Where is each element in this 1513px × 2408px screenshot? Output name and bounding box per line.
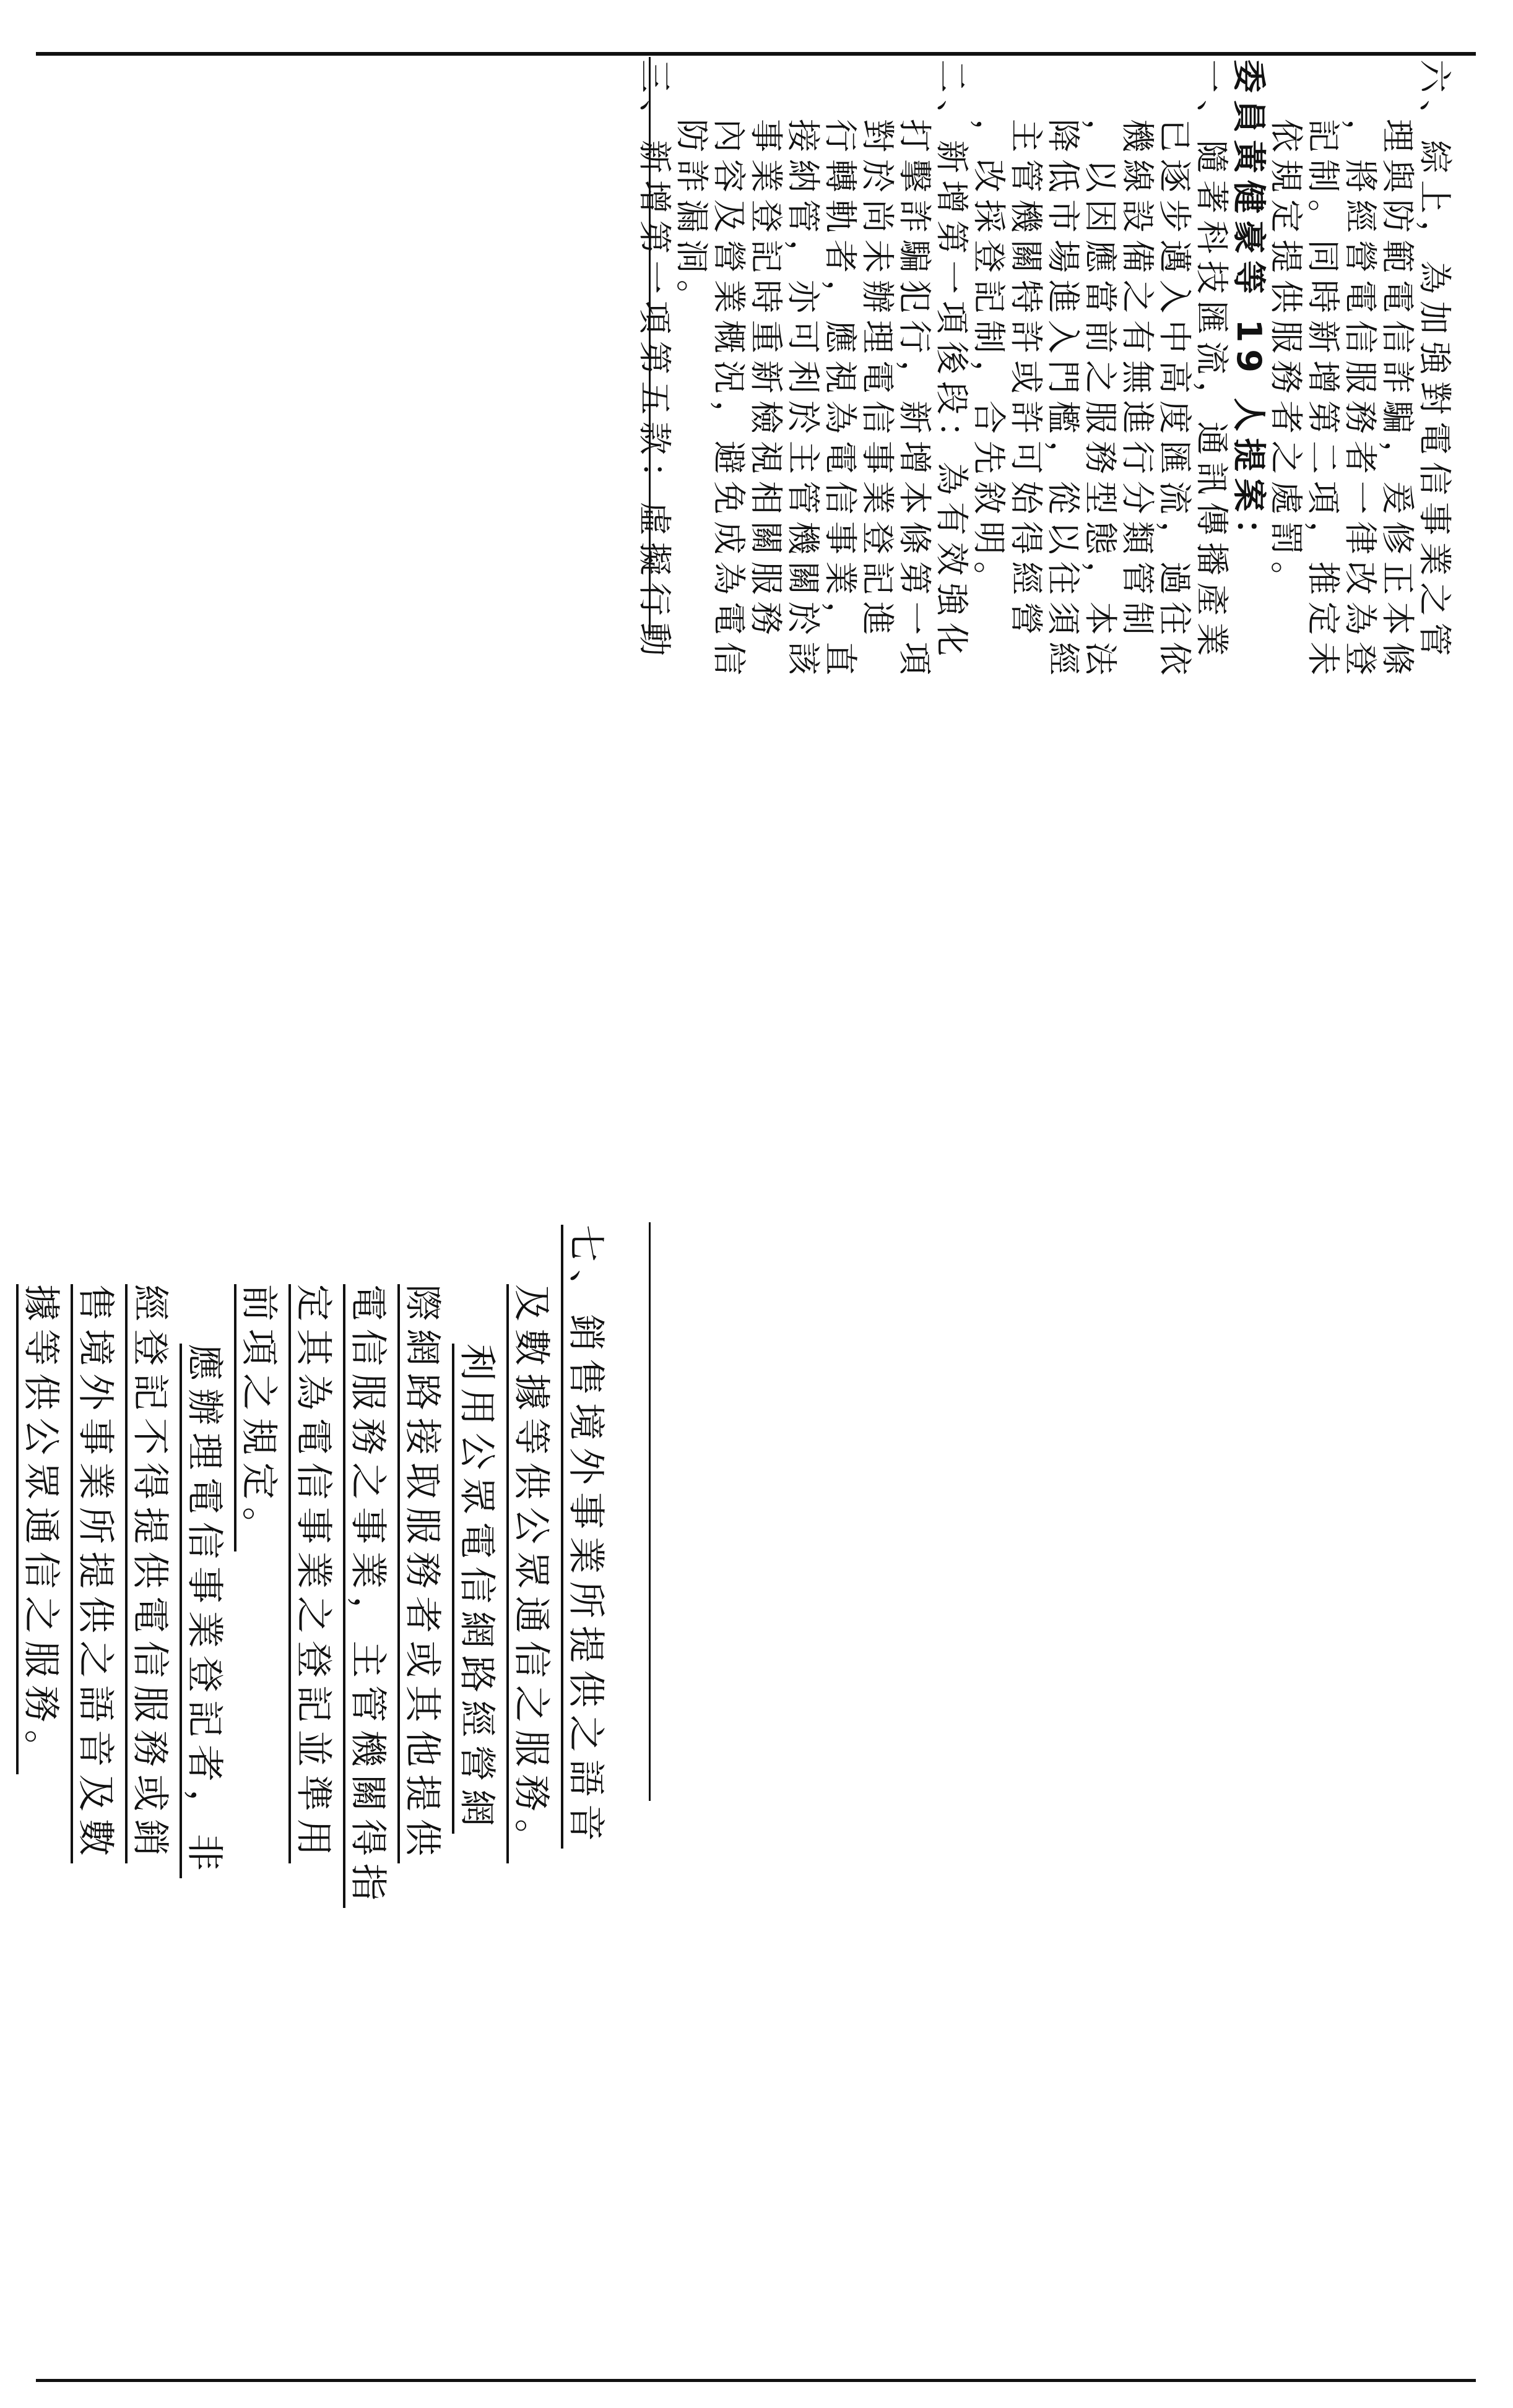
top-rule: [36, 52, 1476, 56]
top-right-line: [1230, 59, 1267, 636]
top-right-line-text: 行轉軌者，應視為電信事業，直: [821, 119, 860, 682]
top-right-line-text: 防詐漏洞。: [672, 119, 711, 320]
middle-left-line: [558, 1225, 613, 1849]
bottom-rule: [36, 2379, 1476, 2382]
column-divider-2: [649, 1222, 651, 1801]
top-right-line: [784, 59, 823, 682]
top-right-line-text: 理與防範電信詐騙，爰修正本條: [1378, 119, 1417, 682]
top-right-line-text: 記制。同時新增第二項，推定未: [1304, 119, 1343, 682]
top-right-line-text: 機線設備之有無進行分類管制: [1118, 119, 1157, 642]
top-right-rotated-content: [635, 57, 1476, 682]
middle-left-rotated-content: [0, 1222, 649, 1908]
top-right-line: [1155, 59, 1194, 682]
top-right-line: [895, 59, 934, 682]
middle-left-line-text: 電信服務之事業，主管機關得指: [346, 1284, 389, 1908]
middle-left-line-text: 七、銷售境外事業所提供之語音: [564, 1225, 607, 1849]
top-right-line-text: 委員黃健豪等 19 人提案：: [1229, 59, 1268, 559]
top-right-line: [1304, 59, 1343, 682]
top-right-line-text: 六、綜上，為加強對電信事業之管: [1415, 59, 1454, 663]
middle-left-line: [504, 1225, 558, 1863]
middle-left-line-text: 際網路接取服務者或其他提供: [401, 1284, 444, 1863]
middle-left-line: [395, 1225, 449, 1863]
top-right-text-block: [635, 57, 1476, 682]
middle-left-line-text: 利用公眾電信網路經營網: [455, 1344, 498, 1834]
top-right-line-text: 打擊詐騙犯行，新增本條第一項: [895, 119, 934, 682]
top-right-line: [635, 59, 674, 663]
top-right-line: [1044, 59, 1083, 682]
top-right-line: [970, 59, 1007, 636]
top-right-line-text: 內容及營業概況，避免成為電信: [709, 119, 748, 682]
middle-left-line-text: 應辦理電信事業登記者，非: [183, 1344, 226, 1878]
top-right-line: [1378, 59, 1417, 682]
middle-left-line-text: 定其為電信事業之登記並準用: [292, 1284, 335, 1863]
middle-left-line: [232, 1225, 286, 1801]
top-right-line-text: ，以因應當前之服務型態，本法: [1081, 119, 1120, 682]
top-right-line: [1007, 59, 1046, 642]
top-right-line: [858, 59, 897, 642]
top-right-line: [821, 59, 860, 682]
top-right-line: [1415, 59, 1454, 663]
middle-left-line: [123, 1225, 177, 1863]
top-right-line-text: 對於尚未辦理電信事業登記進: [858, 119, 897, 642]
middle-left-line-text: 據等供公眾通信之服務。: [19, 1284, 63, 1774]
top-right-line: [1341, 59, 1380, 682]
top-right-line-text: ，將經營電信服務者一律改為登: [1341, 119, 1380, 682]
top-right-line-text: 主管機關特許或許可始得經營: [1007, 119, 1046, 642]
top-right-line-text: 已逐步邁入中高度匯流，過往依: [1155, 119, 1194, 682]
top-right-line-text: 三、新增第一項第五款：虛擬行動: [635, 59, 674, 663]
middle-left-line: [14, 1225, 68, 1801]
top-right-line: [1192, 59, 1231, 663]
top-right-line-text: 接納管，亦可利於主管機關於該: [784, 119, 823, 682]
middle-left-line-text: 經登記不得提供電信服務或銷: [128, 1284, 171, 1863]
middle-left-line-text: 及數據等供公眾通信之服務。: [509, 1284, 553, 1863]
top-right-line-text: 一、隨著科技匯流，通訊傳播產業: [1192, 59, 1231, 663]
middle-left-text-block: [0, 1222, 649, 1908]
top-right-line-text: 依規定提供服務者之處罰。: [1267, 119, 1306, 602]
top-right-line-text: 降低市場進入門檻，從以往須經: [1044, 119, 1083, 682]
top-right-line-text: 二、新增第一項後段：為有效強化: [932, 59, 971, 663]
top-right-line: [1118, 59, 1157, 642]
top-right-line: [709, 59, 748, 682]
middle-left-line: [177, 1225, 232, 1878]
middle-left-line: [286, 1225, 340, 1863]
middle-left-line-text: 前項之規定。: [237, 1284, 280, 1551]
top-right-line: [1267, 59, 1304, 636]
middle-left-line: [449, 1225, 504, 1834]
top-right-line: [1081, 59, 1120, 682]
middle-left-line-text: 售境外事業所提供之語音及數: [74, 1284, 117, 1863]
top-right-line: [673, 59, 710, 636]
top-right-line: [747, 59, 786, 642]
top-right-line-text: ，改採登記制，合先敘明。: [969, 119, 1008, 602]
middle-left-line: [68, 1225, 123, 1863]
middle-left-line: [340, 1225, 395, 1908]
top-right-line: [932, 59, 971, 663]
top-right-line-text: 事業登記時重新檢視相關服務: [747, 119, 786, 642]
